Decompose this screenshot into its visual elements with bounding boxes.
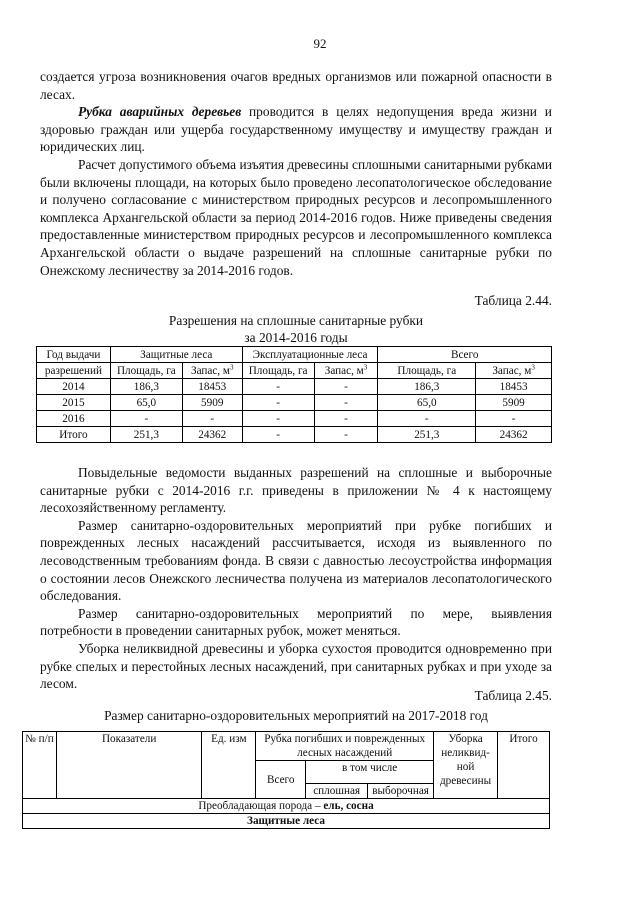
cell-value: 65,0 (378, 395, 476, 411)
paragraph-2-rest: проводится в целях недопущения вреда жизни и здоровью граждан или ущерба государственному имуществу и имуществу граждан и юридических лиц. (40, 104, 552, 155)
species-value: ель, сосна (323, 800, 374, 812)
header-protective: Защитные леса (110, 347, 242, 363)
paragraph-7: Уборка неликвидной древесины и уборка сухостоя проводится одновременно при рубке спелых и перестойных лесных насаждений, при санитарных рубках и при уходе за лесом. (40, 640, 552, 692)
cell-value: 186,3 (378, 379, 476, 395)
page-number: 92 (313, 36, 327, 51)
table-row (37, 411, 552, 427)
header-felling: Рубка погибших и поврежденных лесных насаждений (256, 732, 434, 761)
table-45-label: Таблица 2.45. (474, 688, 552, 703)
cell-value: 251,3 (378, 427, 476, 443)
header-clear-cut: сплошная (306, 784, 368, 799)
cell-year: Итого (37, 427, 111, 443)
cell-value: 251,3 (110, 427, 182, 443)
table-44-title-line1: Разрешения на сплошные санитарные рубки (168, 313, 424, 328)
header-number: № п/п (23, 732, 57, 799)
header-area: Площадь, га (110, 363, 182, 379)
header-exploitation: Эксплуатационные леса (242, 347, 378, 363)
header-selective: выборочная (368, 784, 434, 799)
cell-value: - (314, 379, 378, 395)
cell-value: - (242, 411, 314, 427)
species-prefix: Преобладающая порода – (198, 800, 324, 812)
header-total: Итого (498, 732, 550, 799)
table-row (37, 395, 552, 411)
paragraph-2 (40, 103, 552, 156)
header-area: Площадь, га (378, 363, 476, 379)
paragraph-6: Размер санитарно-оздоровительных мероприятий по мере, выявления потребности в проведении санитарных рубок, может меняться. (40, 605, 552, 639)
cell-value: 24362 (182, 427, 242, 443)
header-cleaning: Уборка неликвид-ной древесины (434, 732, 498, 799)
cell-value: - (476, 411, 552, 427)
species-row (23, 799, 550, 814)
cell-year: 2015 (37, 395, 111, 411)
cell-value: - (242, 395, 314, 411)
cell-value: - (314, 427, 378, 443)
header-stock: Запас, $м^3$ (182, 363, 242, 379)
table-44-title-line2: за 2014-2016 годы (244, 330, 348, 345)
header-stock: Запас, $м^3$ (314, 363, 378, 379)
table-45-title: Размер санитарно-оздоровительных мероприятий на 2017-2018 год (104, 708, 488, 723)
header-unit: Ед. изм (202, 732, 256, 799)
emergency-felling-term: Рубка аварийных деревьев (78, 104, 242, 120)
cell-year: 2014 (37, 379, 111, 395)
table-row (37, 379, 552, 395)
paragraph-5: Размер санитарно-оздоровительных мероприятий при рубке погибших и поврежденных лесных насаждений рассчитывается, исходя из выявленного по лесоводственным требованиям фонда. В связи с давностью лесоустройства информация о состоянии лесов Онежского лесничества получена из материалов лесопатологического обследования. (40, 517, 552, 604)
header-year-2: разрешений (37, 363, 111, 379)
table-44-title (40, 312, 552, 346)
table-row-total (37, 427, 552, 443)
text-block-middle (40, 464, 552, 693)
header-indicators: Показатели (56, 732, 202, 799)
header-stock: Запас, $м^3$ (476, 363, 552, 379)
cell-value: 18453 (182, 379, 242, 395)
header-year-1: Год выдачи (37, 347, 111, 363)
header-area: Площадь, га (242, 363, 314, 379)
header-including: в том числе (306, 761, 434, 784)
header-total: Всего (378, 347, 552, 363)
sanitary-measures-table (22, 731, 550, 829)
cell-value: - (314, 411, 378, 427)
table-44-label: Таблица 2.44. (474, 293, 552, 308)
section-row: Защитные леса (23, 814, 550, 829)
paragraph-1: создается угроза возникновения очагов вредных организмов или пожарной опасности в лесах. (40, 69, 552, 102)
cell-year: 2016 (37, 411, 111, 427)
cell-value: - (378, 411, 476, 427)
header-all: Всего (256, 761, 306, 799)
cell-value: 186,3 (110, 379, 182, 395)
paragraph-3: Расчет допустимого объема изъятия древесины сплошными санитарными рубками были включены площади, на которых было проведено лесопатологическое обследование и получено согласование с министерством природных ресурсов и лесопромышленного комплекса Архангельской области за период 2014-2016 годов. Ниже приведены сведения предоставленные министерством природных ресурсов и лесопромышленного комплекса Архангельской области о выдаче разрешений на сплошные санитарные рубки по Онежскому лесничеству за 2014-2016 годов. (40, 156, 552, 278)
cell-value: - (242, 427, 314, 443)
cell-value: - (242, 379, 314, 395)
cell-value: - (314, 395, 378, 411)
paragraph-4: Повыдельные ведомости выданных разрешений на сплошные и выборочные санитарные рубки с 2014-2016 г.г. приведены в приложении № 4 к настоящему лесохозяйственному регламенту. (40, 465, 552, 516)
cell-value: 65,0 (110, 395, 182, 411)
cell-value: 5909 (476, 395, 552, 411)
cell-value: - (110, 411, 182, 427)
cell-value: 18453 (476, 379, 552, 395)
cell-value: - (182, 411, 242, 427)
text-block-top (40, 68, 552, 279)
permits-table (36, 346, 552, 443)
cell-value: 24362 (476, 427, 552, 443)
cell-value: 5909 (182, 395, 242, 411)
